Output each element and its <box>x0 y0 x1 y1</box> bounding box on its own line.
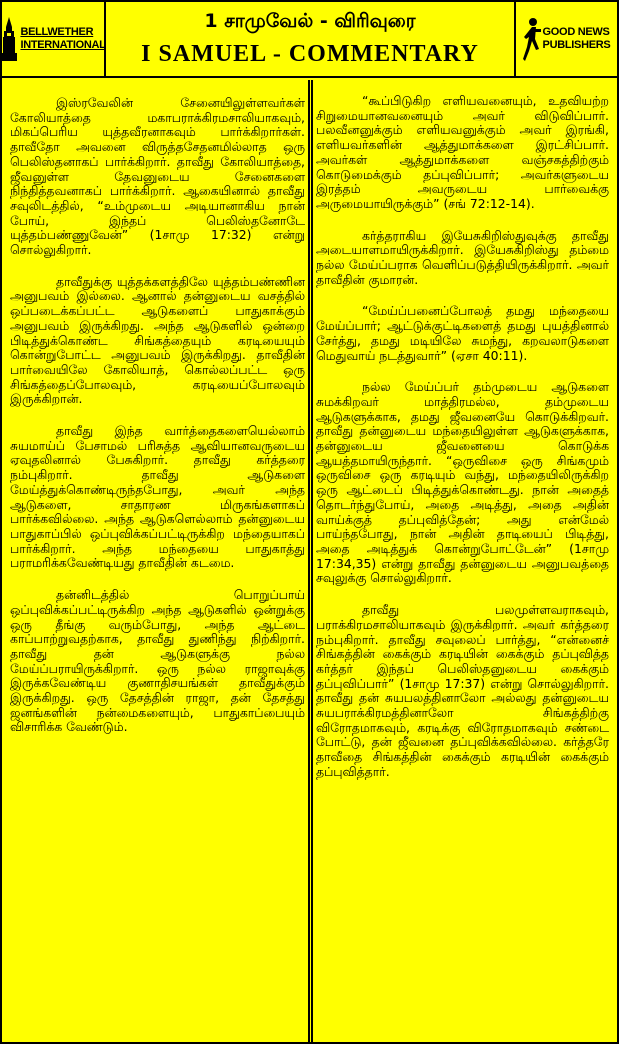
title-english: I SAMUEL - COMMENTARY <box>141 41 479 67</box>
left-column <box>10 80 305 1042</box>
right-column <box>316 80 609 1042</box>
header <box>2 2 617 78</box>
runner-icon <box>523 17 541 61</box>
paragraph: நல்ல மேய்ப்பர் தம்முடைய ஆடுகளை சுமக்கிறவர் மாத்திரமல்ல, தம்முடைய ஆடுகளுக்காக, தமது ஜீவனையே கொடுக்கிறவர். தாவீது தன்னுடைய மந்தையிலுள்ள ஆடுகளுக்காக, தன்னுடைய ஜீவனையை கொடுக்க ஆயத்தமாயிருந்தார். “ஒருவிசை ஒரு சிங்கமும் ஒருவிசை ஒரு கரடியும் வந்து, மந்தையிலிருக்கிற ஒரு ஆட்டைப் பிடித்துக்கொண்டது. நான் அதைத் தொடர்ந்துபோய், அதை அடித்து, அதை அதின் வாய்க்குத் தப்புவித்தேன்; அது என்மேல் பாய்ந்தபோது, நான் அதின் தாடியைப் பிடித்து, அதை அடித்துக் கொன்றுபோட்டேன்” (1சாமு 17:34,35) என்று தாவீது தன்னுடைய அனுபவத்தை சவுலுக்கு சொல்லுகிறார். <box>316 379 609 586</box>
paragraph: இஸ்ரவேலின் சேனையிலுள்ளவர்கள் கோலியாத்தை மகாபராக்கிரமசாலியாகவும், மிகப்பெரிய யுத்தவீரனாகவும் பார்க்கிறார்கள். தாவீதோ அவனை விருத்தசேதனமில்லாத ஒரு பெலிஸ்தனாகப் பார்க்கிறார். தாவீது கோலியாத்தை, ஜீவனுள்ள தேவனுடைய சேனைகளை நிந்தித்தவனாகப் பார்க்கிறார். ஆகையினால் தாவீது சவுலிடத்தில், “உம்முடைய அடியானாகிய நான் போய், இந்தப் பெலிஸ்தனோடே யுத்தம்பண்ணுவேன்” (1சாமு 17:32) என்று சொல்லுகிறார். <box>10 95 305 258</box>
good-news-logo <box>514 2 617 76</box>
paragraph: “கூப்பிடுகிற எளியவனையும், உதவியற்ற சிறுமையானவனையும் அவர் விடுவிப்பார். பலவீனனுக்கும் எளியவனுக்கும் அவர் இரங்கி, எளியவர்களின் ஆத்துமாக்களை இரட்சிப்பார். அவர்கள் ஆத்துமாக்களை வஞ்சகத்திற்கும் கொடுமைக்கும் தப்புவிப்பார்; அவர்களுடைய இரத்தம் அவருடைய பார்வைக்கு அருமையாயிருக்கும்” (சங் 72:12-14). <box>316 93 609 211</box>
paragraph: கர்த்தராகிய இயேசுகிறிஸ்துவுக்கு தாவீது அடையாளமாயிருக்கிறார். இயேசுகிறிஸ்து தம்மை நல்ல மேய்ப்பராக வெளிப்படுத்தியிருக்கிறார். அவர் தாவீதின் குமாரன். <box>316 227 609 287</box>
paragraph: “மேய்ப்பனைப்போலத் தமது மந்தையை மேய்ப்பார்; ஆட்டுக்குட்டிகளைத் தமது புயத்தினால் சேர்த்து, தமது மடியிலே சுமந்து, கறவலாடுகளை மெதுவாய் நடத்துவார்” (ஏசா 40:11). <box>316 303 609 363</box>
paragraph: தன்னிடத்தில் பொறுப்பாய் ஒப்புவிக்கப்பட்டிருக்கிற அந்த ஆடுகளில் ஒன்றுக்கு ஒரு தீங்கு வரும்போது, அந்த ஆட்டை காப்பாற்றுவதற்காக, தாவீது துணிந்து நிற்கிறார். தாவீது தன் ஆடுகளுக்கு நல்ல மேய்ப்பராயிருக்கிறார். ஒரு நல்ல ராஜாவுக்கு இருக்கவேண்டிய குணாதிசயங்கள் தாவீதுக்கும் இருக்கிறது. ஒரு தேசத்தின் ராஜா, தன் தேசத்து ஜனங்களின் நன்மைகளையும், பாதுகாப்பையும் விசாரிக்க வேண்டும். <box>10 587 305 735</box>
paragraph: தாவீதுக்கு யுத்தக்களத்திலே யுத்தம்பண்ணின அனுபவம் இல்லை. ஆனால் தன்னுடைய வசத்தில் ஒப்படைக்கப்பட்ட ஆடுகளைப் பாதுகாக்கும் அனுபவம் இருக்கிறது. அந்த ஆடுகளில் ஒன்றை பிடித்துக்கொண்ட சிங்கத்தையும் கரடியையும் கொன்றுபோட்ட அனுபவம் இருக்கிறது. தாவீதின் பார்வையிலே கோலியாத், கொல்லப்பட்ட ஒரு சிங்கத்தைப்போலவும், கரடியைப்போலவும் இருக்கிறான். <box>10 273 305 407</box>
paragraph: தாவீது இந்த வார்த்தைகளையெல்லாம் சுயமாய்ப் பேசாமல் பரிசுத்த ஆவியானவருடைய ஏவுதலினால் பேசுகிறார். தாவீது கர்த்தரை நம்புகிறார். தாவீது ஆடுகளை மேய்த்துக்கொண்டிருந்தபோது, அவர் அந்த ஆடுகளை, சாதாரண மிருகங்களாகப் பார்க்கவில்லை. அந்த ஆடுகளெல்லாம் தன்னுடைய பாதுகாப்பில் ஒப்புவிக்கப்பட்டிருக்கிற மந்தையாகப் பார்க்கிறார். அந்த மந்தையை பாதுகாத்து பராமரிக்கவேண்டியது தாவீதின் கடமை. <box>10 423 305 571</box>
column-divider <box>308 80 313 1042</box>
good-news-logo-text: GOOD NEWS PUBLISHERS <box>542 26 611 51</box>
bell-tower-icon <box>0 17 18 61</box>
bellwether-logo <box>2 2 106 76</box>
bellwether-logo-text: BELLWETHER INTERNATIONAL <box>20 26 106 51</box>
paragraph: தாவீது பலமுள்ளவராகவும், பராக்கிரமசாலியாகவும் இருக்கிறார். அவர் கர்த்தரை நம்புகிறார். தாவீது சவுலைப் பார்த்து, “என்னைச் சிங்கத்தின் கைக்கும் கரடியின் கைக்கும் தப்புவித்த கர்த்தர் இந்தப் பெலிஸ்தனுடைய கைக்கும் தப்புவிப்பார்” (1சாமு 17:37) என்று சொல்லுகிறார். தாவீது தன் சுயபலத்தினாலோ அல்லது தன்னுடைய சுயபராக்கிரமத்தினாலோ சிங்கத்திற்கு விரோதமாகவும், கரடிக்கு விரோதமாகவும் சண்டை போட்டு, தன் ஜீவனை தப்புவிக்கவில்லை. கர்த்தரே தாவீதை சிங்கத்தின் கைக்கும் கரடியின் கைக்கும் தப்புவித்தார். <box>316 602 609 779</box>
title-block <box>108 2 512 76</box>
title-tamil: 1 சாமுவேல் - விரிவுரை <box>204 10 416 32</box>
